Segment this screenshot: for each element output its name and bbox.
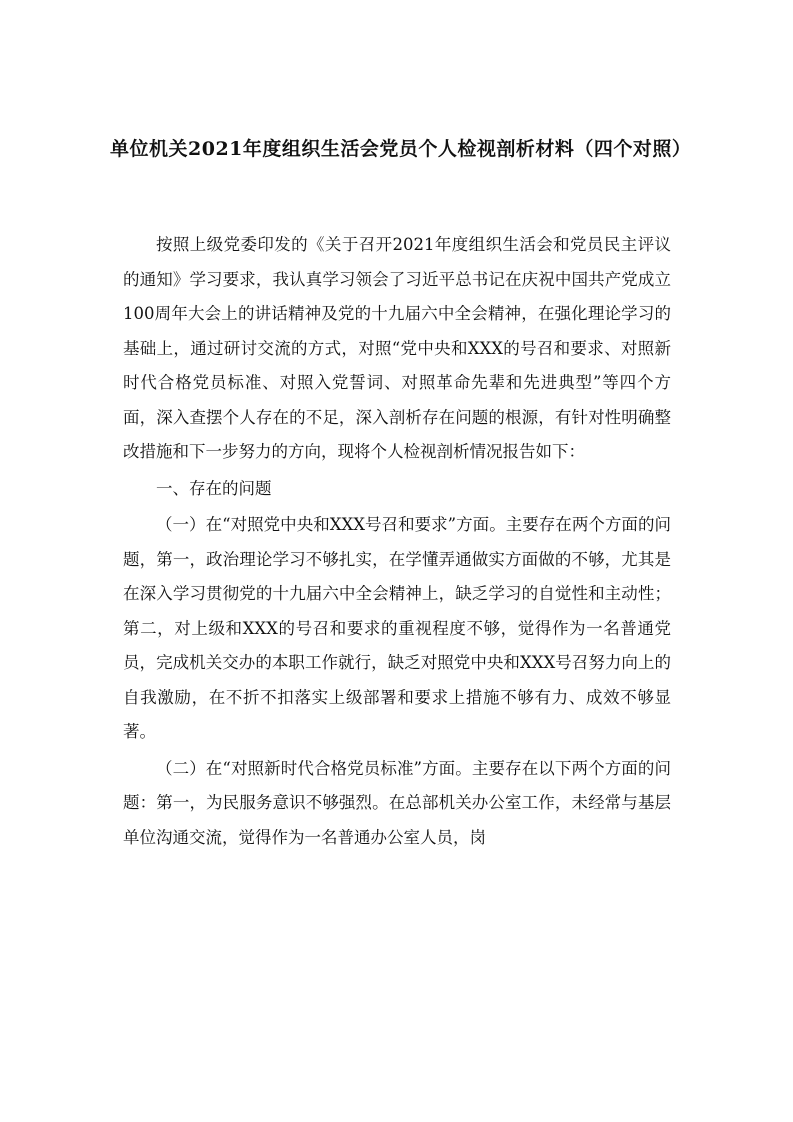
section-heading: 一、存在的问题 (156, 478, 272, 498)
intro-paragraph: 按照上级党委印发的《关于召开2021年度组织生活会和党员民主评议的通知》学习要求，我认真学习领会了习近平总书记在庆祝中国共产党成立100周年大会上的讲话精神及党的十九届六中全会精神，在强化理论学习的基础上，通过研讨交流的方式，对照“党中央和XXX的号召和要求、对照新时代合格党员标准、对照入党誓词、对照革命先辈和先进典型”等四个方面，深入查摆个人存在的不足，深入剖析存在问题的根源，有针对性明确整改措施和下一步努力的方向，现将个人检视剖析情况报告如下： (123, 235, 671, 461)
paragraph-item-1: （一）在“对照党中央和XXX号召和要求”方面。主要存在两个方面的问题，第一，政治理论学习不够扎实，在学懂弄通做实方面做的不够，尤其是在深入学习贯彻党的十九届六中全会精神上，缺乏学习的自觉性和主动性；第二，对上级和XXX的号召和要求的重视程度不够，觉得作为一名普通党员，完成机关交办的本职工作就行，缺乏对照党中央和XXX号召努力向上的自我激励，在不折不扣落实上级部署和要求上措施不够有力、成效不够显著。 (123, 515, 671, 741)
paragraph-item-2: （二）在“对照新时代合格党员标准”方面。主要存在以下两个方面的问题：第一，为民服务意识不够强烈。在总部机关办公室工作，未经常与基层单位沟通交流，觉得作为一名普通办公室人员，岗 (123, 758, 671, 847)
document-title: 单位机关2021年度组织生活会党员个人检视剖析材料（四个对照） (110, 138, 692, 160)
document-body (123, 228, 671, 855)
